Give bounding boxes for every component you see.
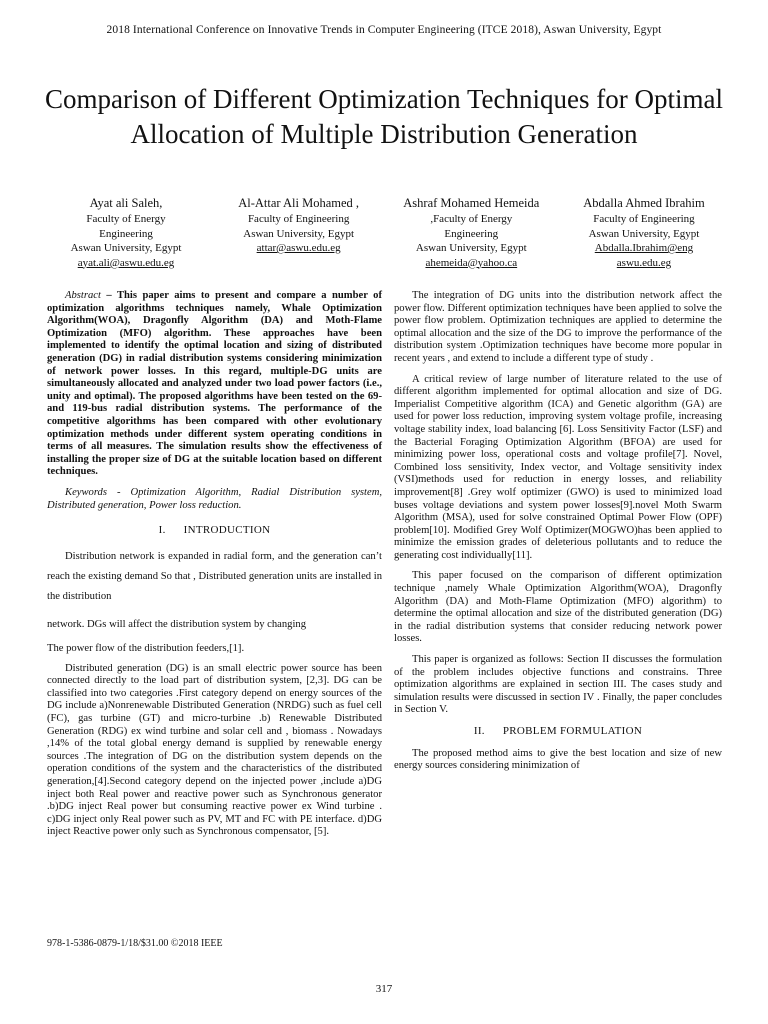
left-column xyxy=(47,290,382,847)
author-email[interactable]: Abdalla.Ibrahim@eng xyxy=(594,242,694,254)
author-affiliation: Aswan University, Egypt xyxy=(588,227,700,240)
section-number: II. xyxy=(473,725,485,737)
author-affiliation: ,Faculty of Energy xyxy=(430,213,513,225)
author-name: Ayat ali Saleh, xyxy=(89,196,163,210)
section-heading-introduction xyxy=(47,524,382,537)
body-paragraph: A critical review of large number of literature related to the use of different algorithm implemented for optimal allocation and size of DG. Imperialist Competitive algorithm (ICA) and Genetic algorithm (GA) are used for power loss reduction, improving system voltage profile, increasing voltage stability index, load balancing [6]. Loss Sensitivity Factor (LSF) and the Bacterial Foraging Optimization Algorithm (BFOA) are used for minimizing power loss, operational costs and voltage profile[7]. Novel, Combined loss sensitivity, Index vector, and Voltage sensitivity index (VSI)methods used for reduction in energy losses, and reliability improvement[8] .Grey wolf optimizer (GWO) is used to minimized load buses voltage deviations and system power losses[9].novel Moth Swarm Algorithm (MSA), used for solve constrained Optimal Power Flow (OPF) problem[10]. Modified Grey Wolf Optimizer(MOGWO)has been applied to minimize the emission grades of deleterious pollutants and to reduce the generating cost individually[11]. xyxy=(394,373,722,561)
section-number: I. xyxy=(158,524,166,537)
author-block xyxy=(558,194,730,270)
intro-paragraph: The power flow of the distribution feeders,[1]. xyxy=(47,642,245,654)
body-paragraph: This paper focused on the comparison of different optimization technique ,namely Whale Optimization Algorithm(WOA), Dragonfly Algorithm (DA) and Moth-Flame Optimization (MFO) algorithm) to determine the optimal allocation and size of the distributed generation (DG) in the radial distribution systems that consider reducing network power losses. xyxy=(394,570,722,645)
author-affiliation: Faculty of Engineering xyxy=(247,213,350,225)
paper-title: Comparison of Different Optimization Techniques for Optimal Allocation of Multiple Distribution Generation xyxy=(45,84,723,150)
author-name: Al-Attar Ali Mohamed , xyxy=(238,196,360,210)
copyright-notice: 978-1-5386-0879-1/18/$31.00 ©2018 IEEE xyxy=(47,938,223,949)
keywords: Keywords - Optimization Algorithm, Radial Distribution system, Distributed generation, Power loss reduction. xyxy=(47,486,382,511)
section-heading-problem-formulation xyxy=(394,725,722,738)
body-paragraph: The proposed method aims to give the best location and size of new energy sources considering minimization of xyxy=(394,747,722,772)
author-affiliation: Faculty of Energy xyxy=(86,213,166,225)
author-affiliation: Engineering xyxy=(444,227,499,240)
section-title: INTRODUCTION xyxy=(183,524,271,537)
right-column xyxy=(394,290,722,781)
author-affiliation: Engineering xyxy=(99,227,153,240)
body-paragraph: This paper is organized as follows: Section II discusses the formulation of the problem includes objective functions and constrains. Three optimization algorithms are explained in section III. The cases study and simulation results were discussed in section IV . Finally, the paper concludes in Section V. xyxy=(394,654,722,716)
page-number: 317 xyxy=(375,983,393,995)
author-affiliation: Aswan University, Egypt xyxy=(70,242,182,254)
author-name: Ashraf Mohamed Hemeida xyxy=(403,196,540,210)
author-block xyxy=(385,194,557,270)
author-email[interactable]: attar@aswu.edu.eg xyxy=(256,242,341,254)
section-title: PROBLEM FORMULATION xyxy=(502,725,643,737)
body-paragraph: The integration of DG units into the distribution network affect the power flow. Different optimization techniques have been applied to solve the power flow problem. Optimization techniques are applied to determine the optimal allocation and the size of the DG to improve the performance of the distribution system .Optimization techniques have become more popular in recent years , and extend to include a different type of study . xyxy=(394,290,722,364)
author-email[interactable]: ahemeida@yahoo.ca xyxy=(425,256,518,269)
intro-paragraph: network. DGs will affect the distribution system by changing xyxy=(47,618,307,630)
abstract xyxy=(47,290,382,479)
author-email[interactable]: ayat.ali@aswu.edu.eg xyxy=(77,256,175,269)
author-name: Abdalla Ahmed Ibrahim xyxy=(583,196,705,210)
author-list xyxy=(40,194,730,270)
author-email[interactable]: aswu.edu.eg xyxy=(616,256,672,269)
author-affiliation: Faculty of Engineering xyxy=(593,213,695,225)
author-affiliation: Aswan University, Egypt xyxy=(243,227,355,240)
abstract-label: Abstract xyxy=(65,290,101,301)
author-affiliation: Aswan University, Egypt xyxy=(415,242,527,254)
intro-paragraph: Distributed generation (DG) is an small electric power source has been connected directly to the load part of distribution system, [2,3]. DG can be classified into two categories .First category depend on energy sources of the DG include a)Nonrenewable Distributed Generation (NRDG) such as fuel cell (FC), gas turbine (GT) and micro-turbine .b) Renewable Distributed Generation (RDG) ex wind turbine and solar cell and , biomass . Nowadays ,14% of the total global energy demand is supplied by renewable energy sources .The integration of DG on the distribution system depends on the operation conditions of the system and the characteristics of the distributed generation,[4].Second category depend on the injected power ,include a)DG inject both Real power and reactive power such as Synchronous generator .b)DG inject Real power but consuming reactive power ex Wind turbine . c)DG inject only Real power such as PV, MT and FC with PE interface. d)DG inject Reactive power only such as Synchronous compensator, [5]. xyxy=(47,662,382,838)
author-block xyxy=(213,194,385,270)
conference-header: 2018 International Conference on Innovative Trends in Computer Engineering (ITCE 2018), Aswan University, Egypt xyxy=(106,24,662,36)
intro-paragraph: Distribution network is expanded in radial form, and the generation can’t reach the existing demand So that , Distributed generation units are installed in the distribution xyxy=(47,550,382,602)
author-block xyxy=(40,194,212,270)
abstract-text: – This paper aims to present and compare a number of optimization algorithms techniques namely, Whale Optimization Algorithm(WOA), Dragonfly Algorithm (DA) and Moth-Flame Optimization (MFO) algorithm. These approaches have been implemented to identify the optimal location and sizing of distributed generation (DG) in radial distribution systems considering minimization of network power losses. In this regard, multiple-DG units are simultaneously allocated and analyzed under two load power factors (i.e., unity and optimal). The proposed algorithms have been tested on the 69- and 119-bus radial distribution systems. The performance of the competitive algorithms has been compared with other evolutionary optimization methods under different system operating conditions in terms of all measures. The simulation results show the effectiveness of installing the proper size of DG at the suitable location based on different techniques. xyxy=(47,290,383,478)
